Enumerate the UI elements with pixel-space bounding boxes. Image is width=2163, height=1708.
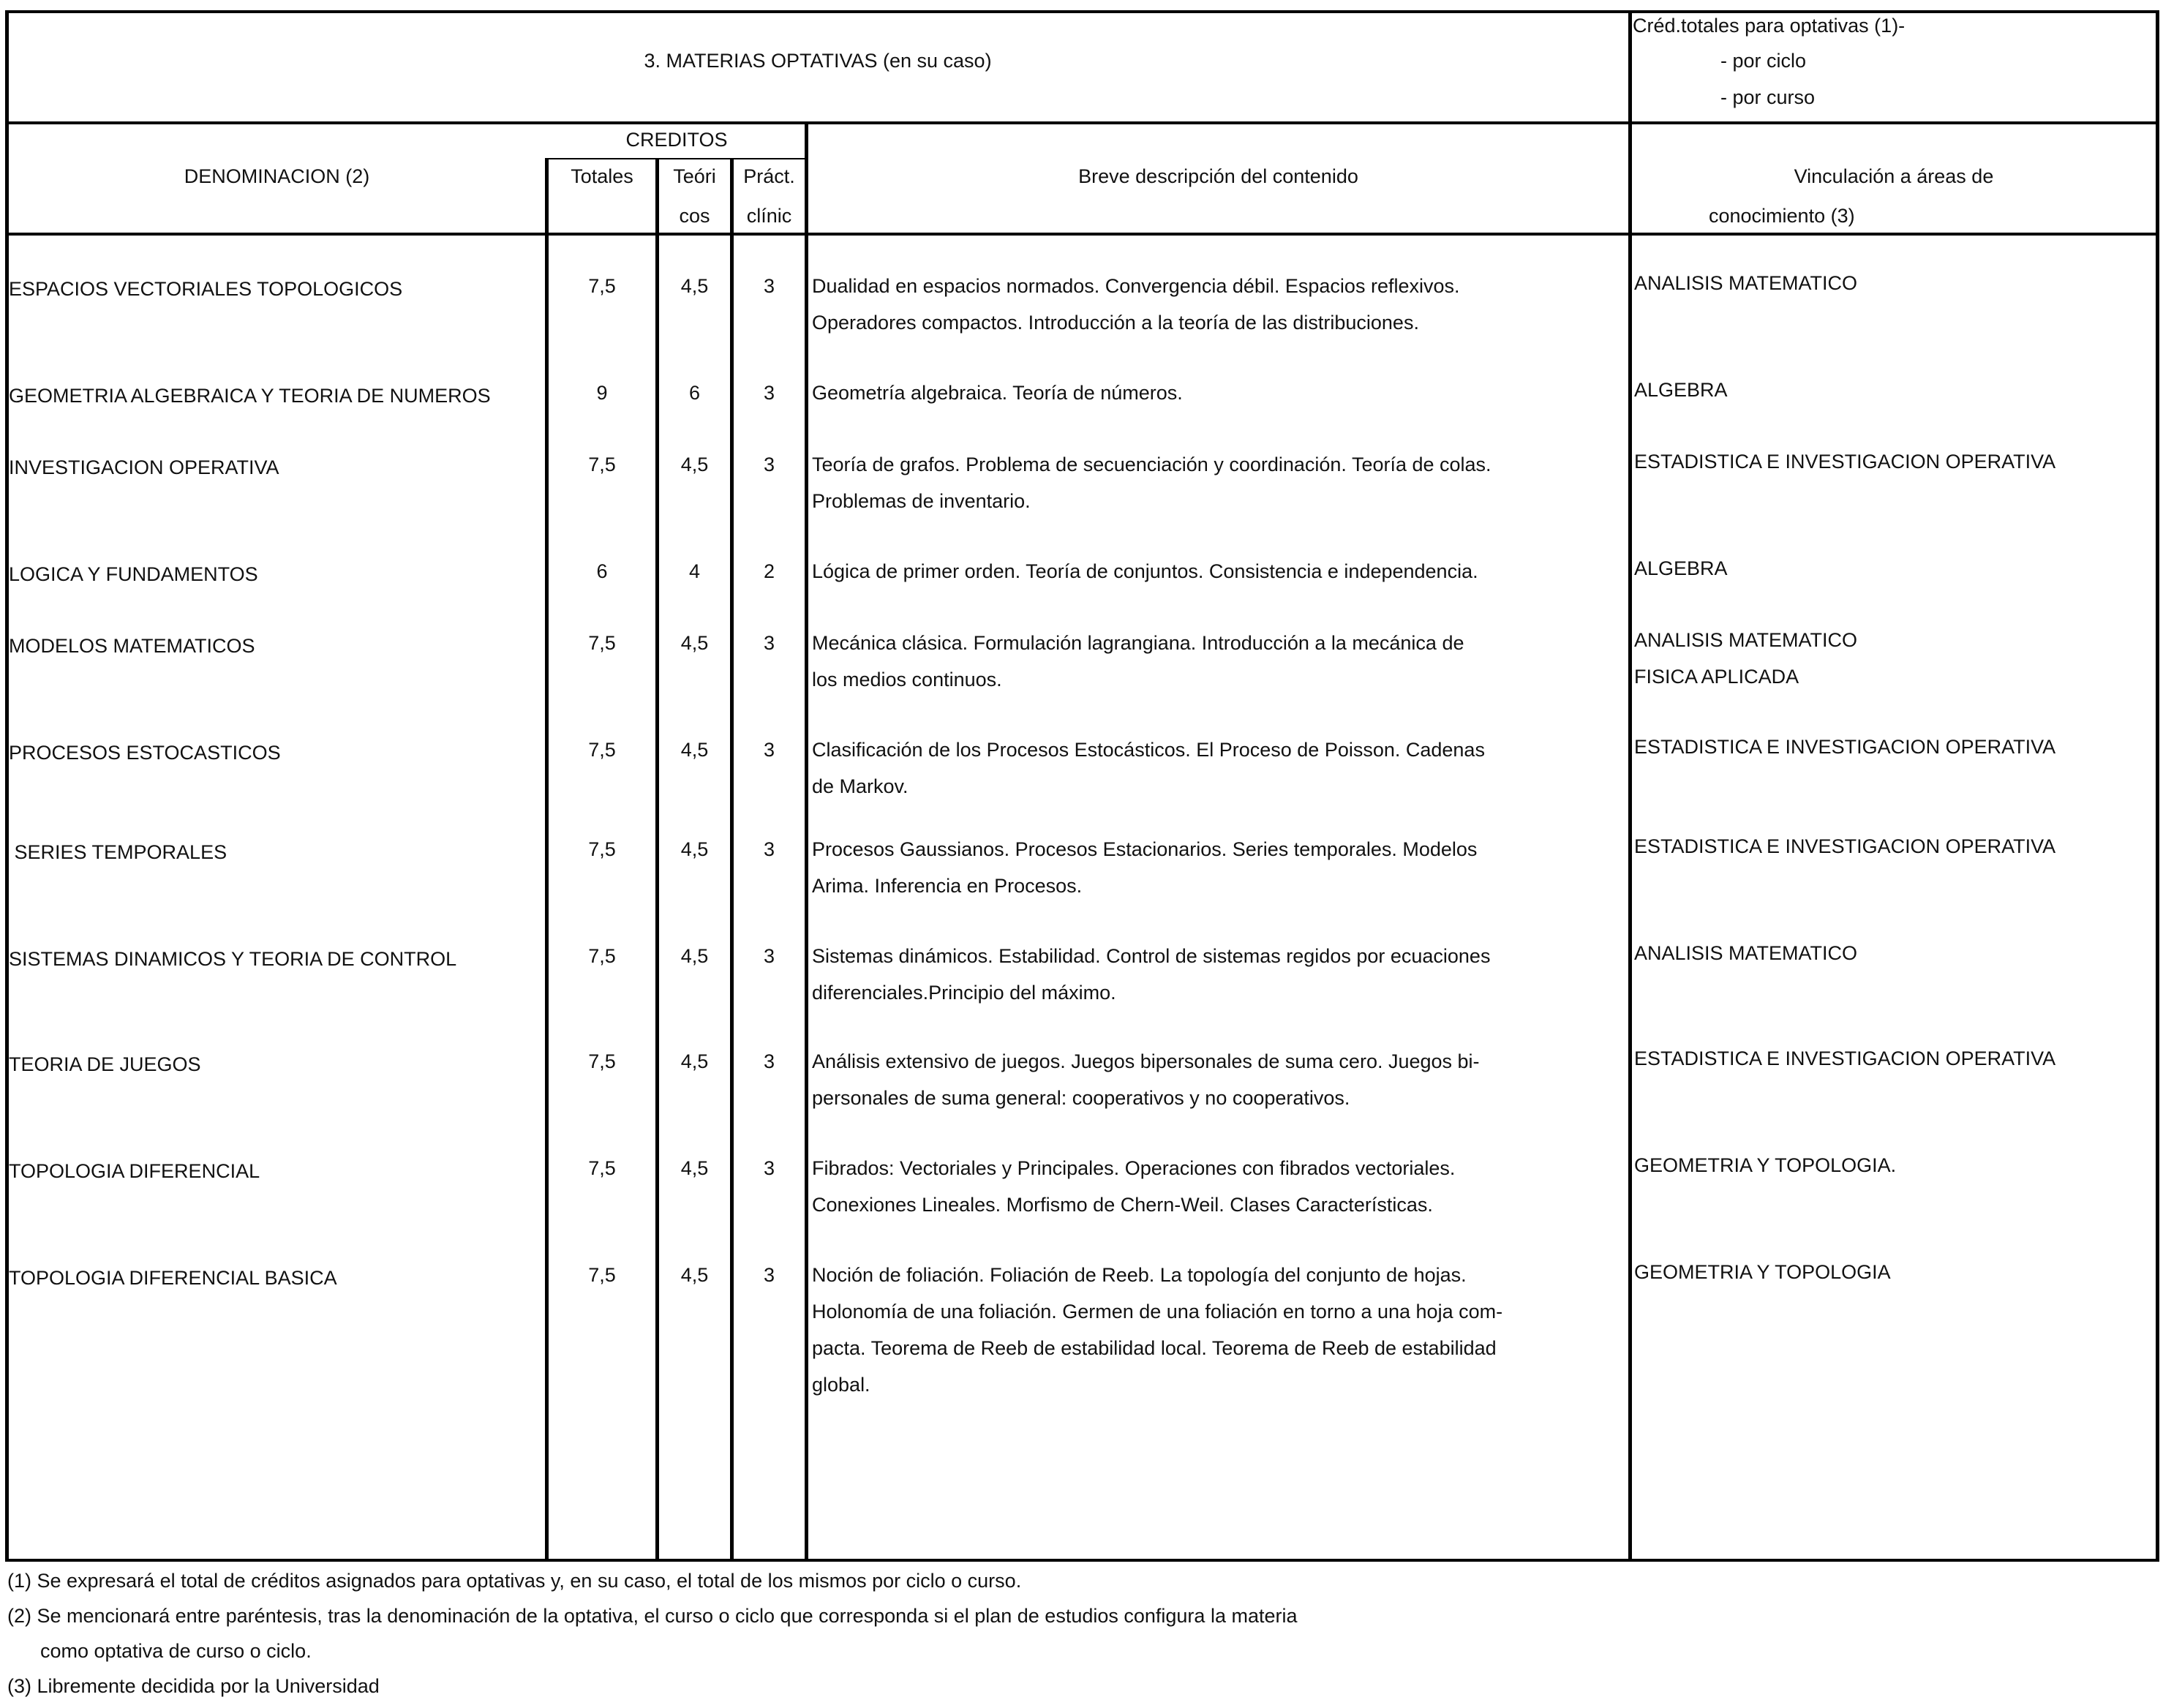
- row-totales: 7,5: [588, 632, 616, 654]
- row-area-line: ESTADISTICA E INVESTIGACION OPERATIVA: [1634, 736, 2056, 758]
- row-denominacion: LOGICA Y FUNDAMENTOS: [9, 563, 258, 585]
- row-practicos: 3: [763, 945, 775, 967]
- row-practicos: 3: [763, 1157, 775, 1179]
- col-header-practicos-1: Práct.: [743, 165, 795, 187]
- row-descripcion: [812, 268, 1460, 341]
- row-teoricos: 4,5: [680, 1264, 709, 1286]
- row-denominacion: TOPOLOGIA DIFERENCIAL BASICA: [9, 1267, 337, 1289]
- row-descripcion: [812, 1150, 1455, 1223]
- row-areas: [1634, 265, 1857, 301]
- credits-per-cycle-line: - por ciclo: [1720, 50, 1807, 72]
- section-title: 3. MATERIAS OPTATIVAS (en su caso): [644, 50, 992, 72]
- row-denominacion: PROCESOS ESTOCASTICOS: [9, 742, 281, 764]
- row-descripcion-line: Noción de foliación. Foliación de Reeb. La topología del conjunto de hojas.: [812, 1264, 1467, 1286]
- row-denominacion: MODELOS MATEMATICOS: [9, 635, 255, 657]
- row-descripcion: [812, 375, 1183, 411]
- row-teoricos: 4: [688, 560, 701, 582]
- row-denominacion: TOPOLOGIA DIFERENCIAL: [9, 1160, 260, 1182]
- row-descripcion: [812, 831, 1477, 904]
- row-areas: [1634, 1040, 2055, 1077]
- col-header-creditos: CREDITOS: [625, 129, 728, 151]
- col-header-denominacion: DENOMINACION (2): [184, 165, 370, 187]
- row-denominacion: ESPACIOS VECTORIALES TOPOLOGICOS: [9, 278, 403, 300]
- row-area-line: ANALISIS MATEMATICO: [1634, 629, 1858, 651]
- row-descripcion-line: Clasificación de los Procesos Estocásticos. El Proceso de Poisson. Cadenas: [812, 739, 1485, 761]
- rule-header-bottom: [5, 121, 2159, 124]
- row-teoricos: 4,5: [680, 838, 709, 860]
- row-teoricos: 4,5: [680, 454, 709, 475]
- col-header-teoricos-1: Teóri: [673, 165, 716, 187]
- row-practicos: 3: [763, 275, 775, 297]
- row-descripcion-line: Conexiones Lineales. Morfismo de Chern-Weil. Clases Características.: [812, 1194, 1433, 1216]
- row-totales: 7,5: [588, 1157, 616, 1179]
- rule-left: [5, 10, 9, 1562]
- row-practicos: 3: [763, 838, 775, 860]
- row-areas: [1634, 729, 2055, 765]
- row-teoricos: 4,5: [680, 632, 709, 654]
- row-denominacion: SERIES TEMPORALES: [9, 841, 227, 863]
- row-totales: 7,5: [588, 454, 616, 475]
- row-practicos: 3: [763, 454, 775, 475]
- row-teoricos: 4,5: [680, 275, 709, 297]
- rule-col-descripcion: [805, 121, 808, 1562]
- row-teoricos: 4,5: [680, 1050, 709, 1072]
- row-descripcion: [812, 938, 1490, 1011]
- row-teoricos: 6: [688, 382, 701, 404]
- col-header-descripcion: Breve descripción del contenido: [1078, 165, 1358, 187]
- row-descripcion-line: los medios continuos.: [812, 669, 1002, 691]
- row-practicos: 3: [763, 382, 775, 404]
- row-areas: [1634, 443, 2055, 480]
- row-practicos: 3: [763, 1050, 775, 1072]
- row-totales: 7,5: [588, 1050, 616, 1072]
- row-areas: [1634, 1147, 1896, 1184]
- row-practicos: 3: [763, 1264, 775, 1286]
- row-practicos: 3: [763, 739, 775, 761]
- row-descripcion-line: pacta. Teorema de Reeb de estabilidad local. Teorema de Reeb de estabilidad: [812, 1337, 1497, 1359]
- rule-colheader-bottom: [5, 233, 2159, 236]
- row-teoricos: 4,5: [680, 1157, 709, 1179]
- row-areas: [1634, 935, 1857, 971]
- row-totales: 7,5: [588, 739, 616, 761]
- row-area-line: ANALISIS MATEMATICO: [1634, 272, 1858, 294]
- rule-top: [5, 10, 2159, 13]
- col-header-practicos-2: clínic: [746, 205, 792, 227]
- credits-per-course-line: - por curso: [1720, 86, 1816, 108]
- row-descripcion-line: Holonomía de una foliación. Germen de una foliación en torno a una hoja com-: [812, 1301, 1503, 1323]
- row-denominacion: TEORIA DE JUEGOS: [9, 1053, 201, 1075]
- row-denominacion: INVESTIGACION OPERATIVA: [9, 456, 279, 478]
- footnote-2-cont: como optativa de curso o ciclo.: [7, 1640, 312, 1662]
- row-totales: 7,5: [588, 945, 616, 967]
- row-descripcion-line: Arima. Inferencia en Procesos.: [812, 875, 1083, 897]
- row-area-line: GEOMETRIA Y TOPOLOGIA.: [1634, 1154, 1897, 1176]
- footnote-1: (1) Se expresará el total de créditos asignados para optativas y, en su caso, el total de los mismos por ciclo o curso.: [7, 1570, 1022, 1592]
- row-teoricos: 4,5: [680, 945, 709, 967]
- row-descripcion: [812, 1257, 1502, 1403]
- col-header-vinculacion-1: Vinculación a áreas de: [1794, 165, 1994, 187]
- rule-col-totales: [545, 158, 549, 1562]
- row-descripcion-line: Teoría de grafos. Problema de secuenciación y coordinación. Teoría de colas.: [812, 454, 1491, 475]
- rule-right: [2156, 10, 2159, 1562]
- row-totales: 7,5: [588, 1264, 616, 1286]
- row-descripcion: [812, 1043, 1480, 1116]
- row-area-line: GEOMETRIA Y TOPOLOGIA: [1634, 1261, 1891, 1283]
- col-header-totales: Totales: [571, 165, 633, 187]
- row-descripcion-line: Fibrados: Vectoriales y Principales. Operaciones con fibrados vectoriales.: [812, 1157, 1456, 1179]
- rule-col-areas: [1628, 10, 1632, 1562]
- rule-col-practicos: [730, 158, 734, 1562]
- row-area-line: FISICA APLICADA: [1634, 666, 1799, 688]
- row-descripcion-line: Procesos Gaussianos. Procesos Estacionarios. Series temporales. Modelos: [812, 838, 1478, 860]
- row-descripcion-line: Problemas de inventario.: [812, 490, 1031, 512]
- row-denominacion: GEOMETRIA ALGEBRAICA Y TEORIA DE NUMEROS: [9, 385, 491, 407]
- row-descripcion: [812, 625, 1464, 698]
- credits-total-line: Créd.totales para optativas (1)-: [1633, 15, 1906, 37]
- row-areas: [1634, 372, 1728, 408]
- rule-creditos: [545, 158, 808, 159]
- row-practicos: 3: [763, 632, 775, 654]
- row-area-line: ESTADISTICA E INVESTIGACION OPERATIVA: [1634, 835, 2056, 857]
- row-area-line: ESTADISTICA E INVESTIGACION OPERATIVA: [1634, 451, 2056, 473]
- row-practicos: 2: [763, 560, 775, 582]
- row-descripcion-line: global.: [812, 1374, 870, 1396]
- row-descripcion-line: personales de suma general: cooperativos y no cooperativos.: [812, 1087, 1350, 1109]
- row-teoricos: 4,5: [680, 739, 709, 761]
- row-denominacion: SISTEMAS DINAMICOS Y TEORIA DE CONTROL: [9, 948, 457, 970]
- row-totales: 6: [596, 560, 608, 582]
- row-descripcion-line: diferenciales.Principio del máximo.: [812, 982, 1116, 1004]
- row-area-line: ANALISIS MATEMATICO: [1634, 942, 1858, 964]
- row-descripcion-line: Análisis extensivo de juegos. Juegos bipersonales de suma cero. Juegos bi-: [812, 1050, 1480, 1072]
- row-area-line: ALGEBRA: [1634, 557, 1728, 579]
- row-descripcion: [812, 553, 1478, 590]
- row-descripcion: [812, 731, 1485, 805]
- row-area-line: ESTADISTICA E INVESTIGACION OPERATIVA: [1634, 1047, 2056, 1069]
- row-totales: 9: [596, 382, 608, 404]
- row-descripcion: [812, 446, 1491, 519]
- row-areas: [1634, 550, 1728, 587]
- rule-col-teoricos: [655, 158, 659, 1562]
- footnote-3: (3) Libremente decidida por la Universidad: [7, 1675, 380, 1697]
- rule-table-bottom: [5, 1559, 2159, 1562]
- row-areas: [1634, 828, 2055, 865]
- row-totales: 7,5: [588, 838, 616, 860]
- row-area-line: ALGEBRA: [1634, 379, 1728, 401]
- row-descripcion-line: Operadores compactos. Introducción a la teoría de las distribuciones.: [812, 312, 1419, 334]
- row-descripcion-line: Lógica de primer orden. Teoría de conjuntos. Consistencia e independencia.: [812, 560, 1478, 582]
- row-descripcion-line: Dualidad en espacios normados. Convergencia débil. Espacios reflexivos.: [812, 275, 1460, 297]
- row-areas: [1634, 622, 1857, 695]
- row-descripcion-line: Geometría algebraica. Teoría de números.: [812, 382, 1183, 404]
- row-descripcion-line: de Markov.: [812, 775, 909, 797]
- col-header-teoricos-2: cos: [679, 205, 710, 227]
- row-descripcion-line: Sistemas dinámicos. Estabilidad. Control de sistemas regidos por ecuaciones: [812, 945, 1491, 967]
- row-areas: [1634, 1254, 1891, 1290]
- row-descripcion-line: Mecánica clásica. Formulación lagrangiana. Introducción a la mecánica de: [812, 632, 1464, 654]
- footnote-2: (2) Se mencionará entre paréntesis, tras la denominación de la optativa, el curso o ciclo que corresponda si el plan de estudios configura la materia: [7, 1605, 1298, 1627]
- col-header-vinculacion-2: conocimiento (3): [1709, 205, 1855, 227]
- row-totales: 7,5: [588, 275, 616, 297]
